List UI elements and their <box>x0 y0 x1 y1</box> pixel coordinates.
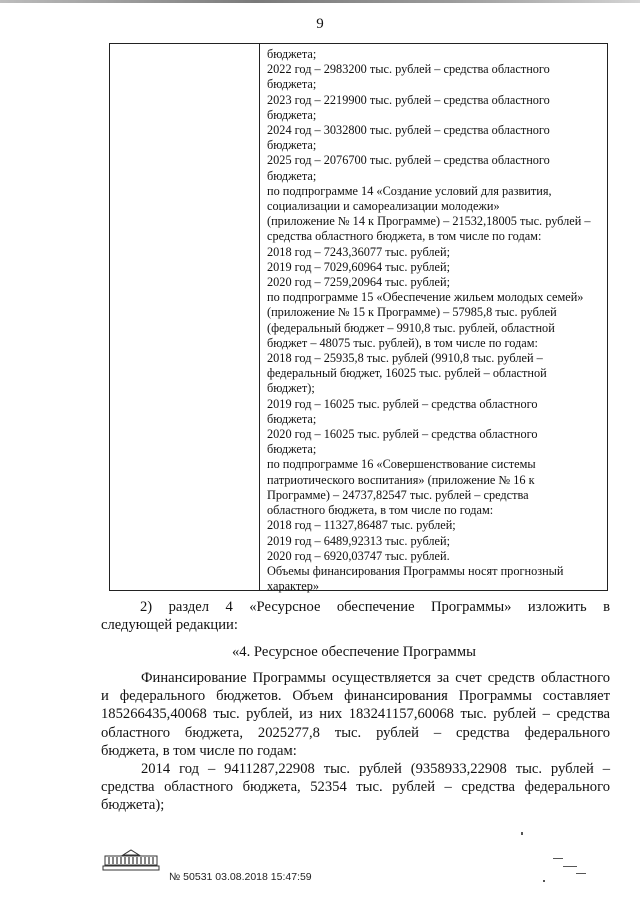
table-cell-line: по подпрограмме 14 «Создание условий для развития, <box>267 183 552 198</box>
scan-speckle <box>521 832 523 835</box>
table-cell-line: 2018 год – 25935,8 тыс. рублей (9910,8 тыс. рублей – <box>267 351 543 366</box>
table-cell-line: Объемы финансирования Программы носят прогнозный <box>267 563 564 578</box>
table-cell-line: 2019 год – 16025 тыс. рублей – средства областного <box>267 396 538 411</box>
table-cell-line: 2019 год – 6489,92313 тыс. рублей; <box>267 533 450 548</box>
table-cell-line: федеральный бюджет, 16025 тыс. рублей – областной <box>267 366 547 381</box>
scan-speckle <box>553 858 563 859</box>
table-cell-line: бюджета; <box>267 47 317 61</box>
table-cell-line: патриотического воспитания» (приложение № 16 к <box>267 472 535 487</box>
funding-table <box>109 43 608 594</box>
table-cell-line: 2022 год – 2983200 тыс. рублей – средства областного <box>267 62 550 77</box>
table-cell-line: 2020 год – 16025 тыс. рублей – средства областного <box>267 427 538 442</box>
table-cell-line: бюджета; <box>267 138 317 153</box>
paragraph-financing <box>101 669 610 760</box>
table-cell-line: по подпрограмме 15 «Обеспечение жильем молодых семей» <box>267 290 584 305</box>
table-cell-line: средства областного бюджета, в том числе по годам: <box>267 229 542 244</box>
paragraph-line: 2014 год – 9411287,22908 тыс. рублей (9358933,22908 тыс. рублей – <box>141 761 610 777</box>
item-2-line-1: 2) раздел 4 «Ресурсное обеспечение Программы» изложить в <box>140 599 610 615</box>
paragraph-line: и федерального бюджетов. Объем финансирования Программы составляет <box>101 688 610 705</box>
paragraph-line: Финансирование Программы осуществляется за счет средств областного <box>141 670 610 686</box>
table-cell-line: 2020 год – 7259,20964 тыс. рублей; <box>267 275 450 290</box>
scan-speckle <box>576 873 586 874</box>
page-number: 9 <box>316 16 324 32</box>
registration-stamp: № 50531 03.08.2018 15:47:59 <box>169 871 312 883</box>
paragraph-2014 <box>101 760 610 815</box>
scan-speckle <box>563 866 577 867</box>
table-cell-line: 2023 год – 2219900 тыс. рублей – средства областного <box>267 92 550 107</box>
table-column-divider <box>259 44 260 590</box>
table-cell-line: бюджета; <box>267 107 317 122</box>
paragraph-line: бюджета, в том числе по годам: <box>101 742 297 759</box>
table-cell-line: Программе) – 24737,82547 тыс. рублей – средства <box>267 487 529 502</box>
table-right-cell <box>267 47 605 594</box>
registry-logo-icon <box>101 848 161 872</box>
table-cell-line: 2025 год – 2076700 тыс. рублей – средства областного <box>267 153 550 168</box>
table-cell-line: бюджет – 48075 тыс. рублей), в том числе по годам: <box>267 335 538 350</box>
item-2-line-2: следующей редакции: <box>101 617 238 633</box>
table-cell-line: бюджета; <box>267 77 317 92</box>
table-cell-line: бюджета; <box>267 442 317 457</box>
table-cell-line: характер» <box>267 579 319 594</box>
section-heading: «4. Ресурсное обеспечение Программы <box>232 644 476 660</box>
table-cell-line: 2020 год – 6920,03747 тыс. рублей. <box>267 548 450 563</box>
table-cell-line: (приложение № 15 к Программе) – 57985,8 тыс. рублей <box>267 305 557 320</box>
table-cell-line: 2018 год – 7243,36077 тыс. рублей; <box>267 244 450 259</box>
table-cell-line: 2018 год – 11327,86487 тыс. рублей; <box>267 518 456 533</box>
scan-edge <box>0 0 640 3</box>
table-cell-line: (федеральный бюджет – 9910,8 тыс. рублей, областной <box>267 320 555 335</box>
table-cell-line: 2019 год – 7029,60964 тыс. рублей; <box>267 259 450 274</box>
table-cell-line: бюджета; <box>267 168 317 183</box>
table-cell-line: бюджета; <box>267 411 317 426</box>
paragraph-line: средства областного бюджета, 52354 тыс. рублей – средства федерального <box>101 779 610 796</box>
paragraph-line: бюджета); <box>101 797 165 814</box>
table-cell-line: по подпрограмме 16 «Совершенствование системы <box>267 457 536 472</box>
table-cell-line: 2024 год – 3032800 тыс. рублей – средства областного <box>267 123 550 138</box>
table-cell-line: социализации и самореализации молодежи» <box>267 199 500 214</box>
paragraph-line: областного бюджета, 2025277,8 тыс. рублей – средства федерального <box>101 724 610 741</box>
table-cell-line: (приложение № 14 к Программе) – 21532,18005 тыс. рублей – <box>267 214 591 229</box>
table-cell-line: областного бюджета, в том числе по годам: <box>267 503 494 518</box>
scan-speckle <box>543 880 545 882</box>
paragraph-line: 185266435,40068 тыс. рублей, из них 183241157,60068 тыс. рублей – средства <box>101 706 610 723</box>
table-cell-line: бюджет); <box>267 381 315 396</box>
